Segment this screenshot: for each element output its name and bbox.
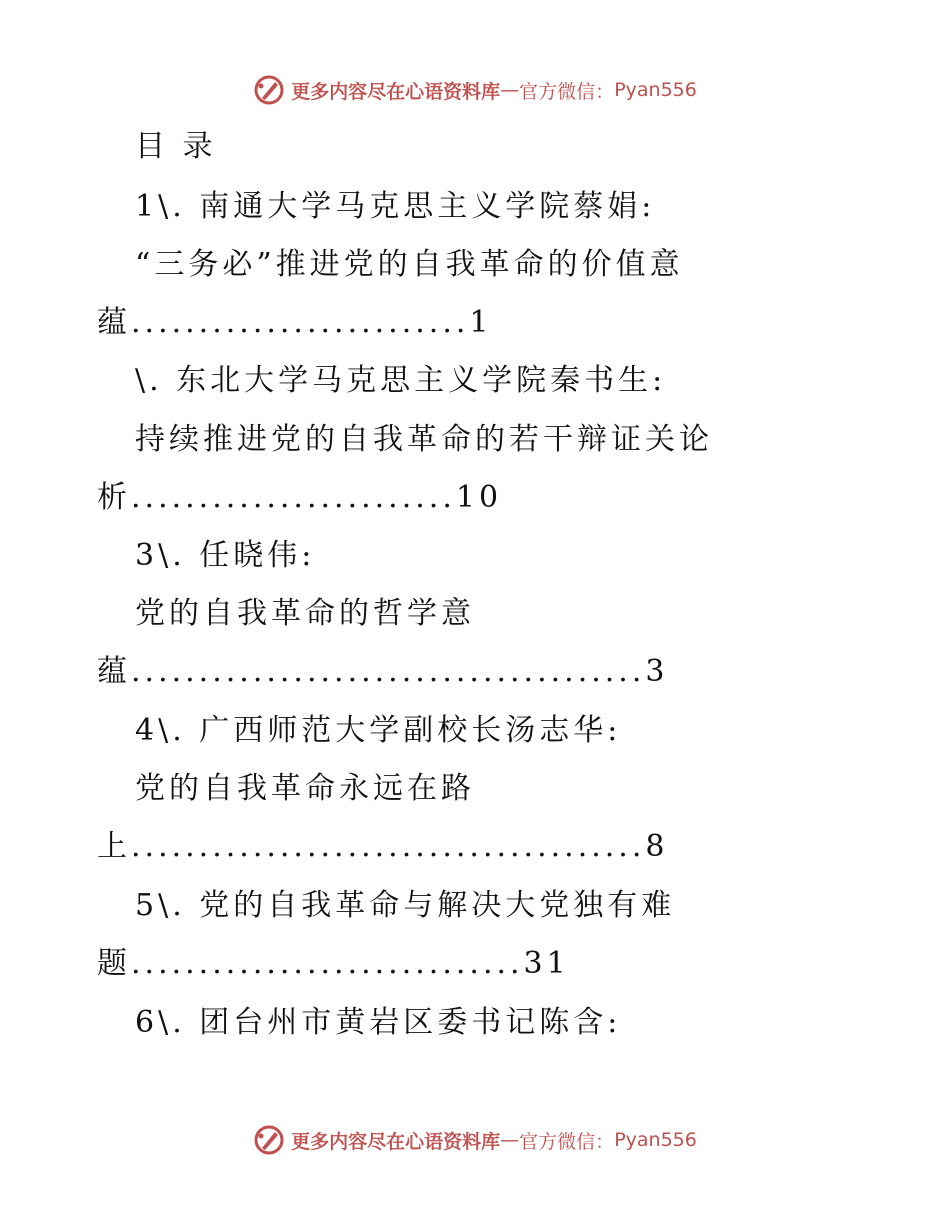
watermark-separator: — — [500, 79, 520, 101]
toc-entry-line: 3\. 任晓伟: — [135, 538, 316, 573]
toc-entry-line: \. 东北大学马克思主义学院秦书生: — [135, 363, 667, 398]
toc-entry-line: 上......................................8 — [97, 829, 669, 864]
toc-entry-line: 党的自我革命的哲学意 — [135, 596, 475, 631]
toc-entry-line: 6\. 团台州市黄岩区委书记陈含: — [135, 1005, 622, 1040]
quill-logo-icon — [253, 74, 285, 106]
toc-entry-line: 蕴......................................3 — [97, 654, 669, 689]
toc-entry-line: 4\. 广西师范大学副校长汤志华: — [135, 713, 622, 748]
toc-entry-line: 1\. 南通大学马克思主义学院蔡娟: — [135, 189, 656, 224]
watermark-separator: — — [500, 1129, 520, 1151]
header-watermark — [0, 70, 950, 110]
toc-entry-line: 党的自我革命永远在路 — [135, 771, 475, 806]
toc-heading: 目 录 — [135, 129, 217, 164]
quill-logo-icon — [253, 1124, 285, 1156]
watermark-text: 更多内容尽在心语资料库 — [291, 80, 501, 103]
watermark-text: 更多内容尽在心语资料库 — [291, 1130, 501, 1153]
toc-entry-line: 析........................10 — [97, 480, 503, 515]
toc-entry-line: 5\. 党的自我革命与解决大党独有难 — [135, 888, 676, 923]
toc-entry-line: 持续推进党的自我革命的若干辩证关论 — [135, 422, 713, 457]
watermark-wechat-handle: Pyan556 — [614, 79, 697, 101]
toc-entry-line: 题.............................31 — [97, 946, 570, 981]
watermark-wechat-handle: Pyan556 — [614, 1129, 697, 1151]
footer-watermark — [0, 1120, 950, 1160]
toc-entry-line: 蕴.........................1 — [97, 305, 493, 340]
watermark-wechat-label: 官方微信： — [519, 1130, 615, 1153]
watermark-wechat-label: 官方微信： — [519, 80, 615, 103]
toc-entry-line: “三务必”推进党的自我革命的价值意 — [135, 247, 684, 282]
